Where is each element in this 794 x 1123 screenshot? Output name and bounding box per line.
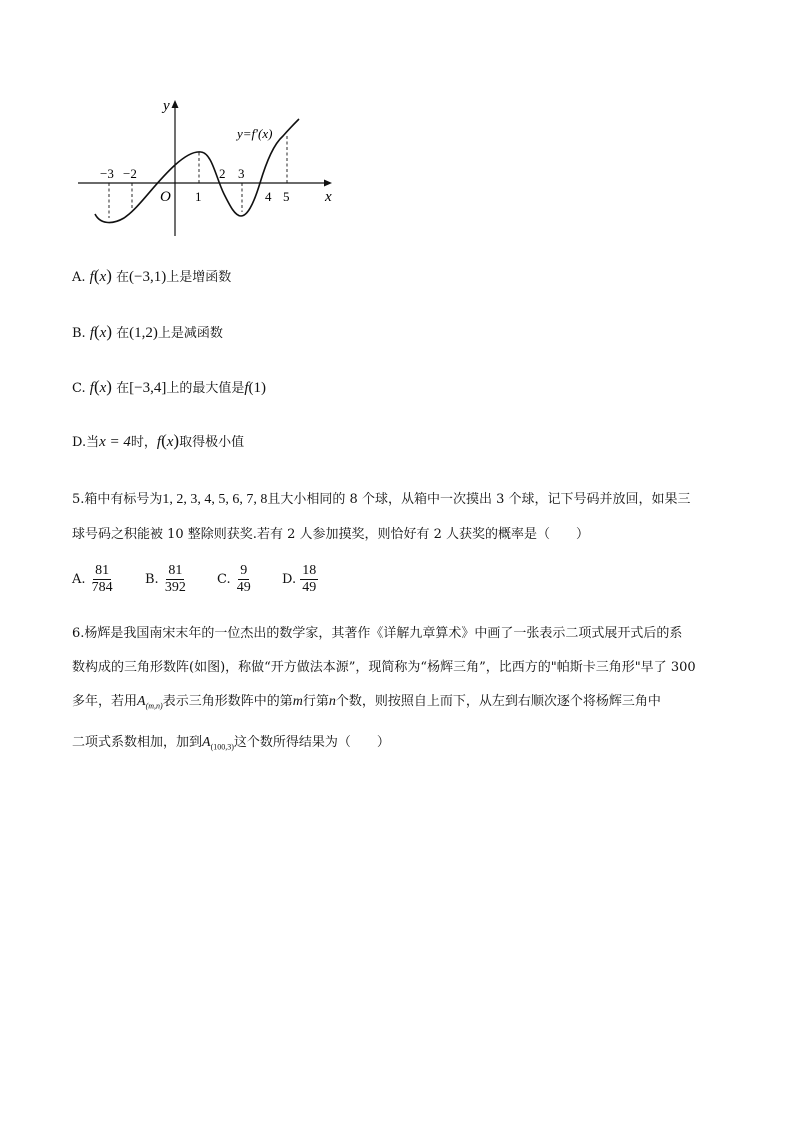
- q6-line-1: [72, 622, 682, 641]
- q5-choice-c-label: C.: [217, 572, 231, 587]
- option-c: C. f(x) 在[−3,4]上的最大值是f(1): [72, 377, 266, 396]
- tick-label-3: 3: [238, 166, 245, 181]
- n-symbol: n: [328, 694, 336, 709]
- option-b: B. f(x) 在(1,2)上是减函数: [72, 322, 223, 341]
- q5-text-b: 且大小相同的 8 个球，从箱中一次摸出 3 个球，记下号码并放回，如果三: [267, 492, 691, 507]
- q5-choice-d-fraction: [300, 563, 318, 596]
- option-b-label: B.: [72, 326, 86, 341]
- q5-line-1: [72, 488, 690, 508]
- fraction-numerator: 18: [302, 563, 317, 578]
- q5-choice-c-fraction: [235, 563, 253, 596]
- fraction-numerator: 9: [240, 563, 248, 578]
- x-symbol: x: [99, 269, 107, 285]
- q6-text-2: 数构成的三角形数阵(如图)，称做“开方做法本源”，现简称为“杨辉三角”，比西方的"帕斯卡三角形"早了 300: [72, 660, 696, 675]
- q5-text-c: 球号码之积能被 10 整除则获奖.若有 2 人参加摸奖，则恰好有 2 人获奖的概率是（ ）: [72, 527, 590, 542]
- q6-text-4a: 二项式系数相加，加到: [72, 735, 203, 750]
- q5-choice-c: [217, 563, 253, 596]
- fraction-numerator: 81: [95, 563, 110, 578]
- q5-line-2: [72, 523, 589, 542]
- q5-choice-b-fraction: [163, 563, 188, 596]
- option-d-condition: x = 4: [99, 434, 131, 450]
- option-c-text: 上的最大值是: [166, 381, 245, 396]
- q5-ball-numbers: 1, 2, 3, 4, 5, 6, 7, 8: [162, 492, 268, 507]
- option-d-text: 取得极小值: [179, 435, 245, 450]
- option-c-interval: [−3,4]: [129, 380, 167, 396]
- zai-text: 在: [116, 326, 130, 341]
- A-symbol: A: [137, 694, 146, 709]
- option-b-text: 上是减函数: [157, 326, 223, 341]
- q6-text-3a: 多年，若用: [72, 694, 138, 709]
- curve-label: y=f′(x): [237, 126, 273, 141]
- when-text: 时，: [130, 435, 157, 450]
- option-a-label: A.: [72, 270, 86, 285]
- fraction-denominator: 392: [164, 580, 186, 595]
- f-symbol: f: [156, 434, 162, 450]
- tick-label-5: 5: [283, 189, 290, 204]
- q6-text-1: 6.杨辉是我国南宋末年的一位杰出的数学家，其著作《详解九章算术》中画了一张表示二项式展开式后的系: [72, 626, 683, 641]
- tick-label-neg2: −2: [123, 166, 137, 181]
- fraction-denominator: 784: [91, 580, 113, 595]
- origin-label: O: [160, 189, 171, 205]
- q6-line-4: [72, 731, 390, 752]
- option-d-label: D.当: [72, 435, 100, 450]
- option-a-interval: (−3,1): [129, 269, 167, 285]
- q5-choice-b: [145, 563, 188, 596]
- fraction-numerator: 81: [168, 563, 183, 578]
- f-symbol: f: [244, 380, 249, 396]
- x-symbol: x: [99, 325, 107, 341]
- tick-label-neg3: −3: [100, 166, 114, 181]
- q5-choice-d-label: D.: [282, 572, 297, 587]
- tick-label-4: 4: [265, 189, 272, 204]
- fraction-denominator: 49: [302, 580, 317, 595]
- option-d: D.当x = 4时，f(x)取得极小值: [72, 431, 245, 450]
- x-symbol: x: [166, 434, 174, 450]
- option-b-interval: (1,2): [129, 325, 158, 341]
- f-symbol: f: [89, 380, 94, 396]
- q5-choice-d: [282, 563, 318, 596]
- f-symbol: f: [89, 269, 94, 285]
- q5-choice-b-label: B.: [145, 572, 159, 587]
- x-symbol: x: [99, 380, 107, 396]
- A-subscript-mn: (m,n): [145, 701, 163, 711]
- f-symbol: f: [89, 325, 94, 341]
- q6-text-3c: 行第: [302, 694, 329, 709]
- q5-choice-a-fraction: [90, 563, 115, 596]
- zai-text: 在: [116, 270, 130, 285]
- q5-text-a: 5.箱中有标号为: [72, 492, 163, 507]
- x-axis-label: x: [325, 189, 332, 205]
- q6-line-3: [72, 690, 661, 711]
- A-subscript-100-3: (100,3): [210, 742, 234, 752]
- y-axis-label: y: [163, 98, 170, 114]
- tick-label-2: 2: [219, 166, 226, 181]
- option-a-text: 上是增函数: [166, 270, 232, 285]
- tick-label-1: 1: [195, 189, 202, 204]
- m-symbol: m: [292, 694, 303, 709]
- option-c-label: C.: [72, 381, 86, 396]
- q5-choice-a-label: A.: [72, 572, 86, 587]
- x-axis-arrow: [324, 180, 332, 187]
- q6-text-3d: 个数，则按照自上而下，从左到右顺次逐个将杨辉三角中: [335, 694, 661, 709]
- derivative-graph: [70, 94, 350, 244]
- zai-text: 在: [116, 381, 130, 396]
- A-symbol: A: [202, 735, 211, 750]
- q6-text-4b: 这个数所得结果为（ ）: [233, 735, 390, 750]
- q5-choices: [72, 563, 115, 596]
- option-a: A. f(x) 在(−3,1)上是增函数: [72, 266, 232, 285]
- fraction-denominator: 49: [236, 580, 251, 595]
- q6-text-3b: 表示三角形数阵中的第: [162, 694, 293, 709]
- q6-line-2: [72, 656, 696, 675]
- y-axis-arrow: [172, 100, 179, 108]
- option-c-value: (1): [248, 380, 266, 396]
